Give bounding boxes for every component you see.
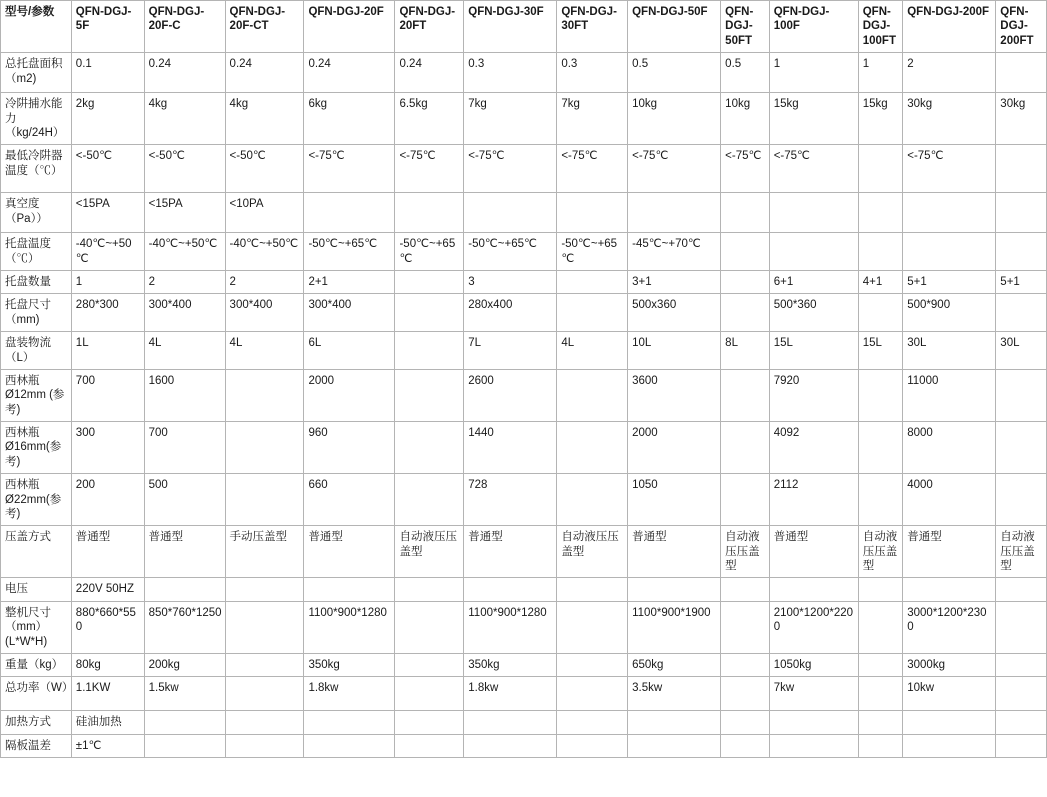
cell: 0.5	[628, 53, 721, 93]
cell: -45℃~+70℃	[628, 233, 721, 271]
cell: 30kg	[996, 93, 1047, 145]
cell: 2000	[628, 422, 721, 474]
cell: 280x400	[464, 294, 557, 332]
cell: 4kg	[225, 93, 304, 145]
cell: -50℃~+65℃	[304, 233, 395, 271]
table-row	[1, 601, 1047, 653]
cell: 1100*900*1280	[464, 601, 557, 653]
table-row	[1, 578, 1047, 601]
row-header-total-power: 总功率（W）	[1, 677, 72, 711]
cell	[144, 734, 225, 757]
cell: 2100*1200*2200	[769, 601, 858, 653]
cell	[395, 711, 464, 734]
column-header-model-8: QFN-DGJ-50F	[628, 1, 721, 53]
cell	[858, 193, 903, 233]
cell	[144, 711, 225, 734]
cell	[304, 578, 395, 601]
cell: 7920	[769, 369, 858, 421]
cell	[464, 711, 557, 734]
cell	[225, 578, 304, 601]
table-row	[1, 653, 1047, 676]
cell: 自动液压压盖型	[557, 526, 628, 578]
cell	[996, 145, 1047, 193]
cell	[395, 271, 464, 294]
cell: 4+1	[858, 271, 903, 294]
cell	[903, 734, 996, 757]
cell: 350kg	[304, 653, 395, 676]
cell	[395, 578, 464, 601]
column-header-model-7: QFN-DGJ-30FT	[557, 1, 628, 53]
cell: 30kg	[903, 93, 996, 145]
cell	[769, 193, 858, 233]
cell: 7kg	[557, 93, 628, 145]
table-row	[1, 422, 1047, 474]
cell: 11000	[903, 369, 996, 421]
cell	[996, 677, 1047, 711]
cell	[858, 474, 903, 526]
cell	[557, 193, 628, 233]
cell: -40℃~+50℃	[144, 233, 225, 271]
cell	[996, 578, 1047, 601]
cell	[557, 711, 628, 734]
table-row	[1, 332, 1047, 370]
row-header-voltage: 电压	[1, 578, 72, 601]
cell	[628, 734, 721, 757]
row-header-vacuum-degree: 真空度（Pa））	[1, 193, 72, 233]
cell	[225, 711, 304, 734]
cell: 1440	[464, 422, 557, 474]
cell: 728	[464, 474, 557, 526]
cell	[903, 233, 996, 271]
cell	[996, 233, 1047, 271]
cell: 8L	[721, 332, 770, 370]
cell: 自动液压压盖型	[395, 526, 464, 578]
cell	[769, 711, 858, 734]
cell	[557, 677, 628, 711]
cell	[996, 601, 1047, 653]
cell: 660	[304, 474, 395, 526]
cell	[395, 422, 464, 474]
cell: 3	[464, 271, 557, 294]
cell: 普通型	[144, 526, 225, 578]
cell: 4092	[769, 422, 858, 474]
column-header-model-5: QFN-DGJ-20FT	[395, 1, 464, 53]
cell	[996, 369, 1047, 421]
cell: -50℃~+65℃	[464, 233, 557, 271]
cell: 300	[71, 422, 144, 474]
cell	[858, 734, 903, 757]
cell: 6L	[304, 332, 395, 370]
cell: <-75℃	[903, 145, 996, 193]
cell	[304, 193, 395, 233]
cell: 10L	[628, 332, 721, 370]
cell	[225, 734, 304, 757]
cell	[769, 734, 858, 757]
cell: 500*360	[769, 294, 858, 332]
cell: 960	[304, 422, 395, 474]
cell	[304, 734, 395, 757]
cell: 1100*900*1280	[304, 601, 395, 653]
cell: 0.5	[721, 53, 770, 93]
row-header-vial-12mm: 西林瓶Ø12mm (参考)	[1, 369, 72, 421]
cell: 1	[71, 271, 144, 294]
row-header-shelf-temperature-difference: 隔板温差	[1, 734, 72, 757]
cell	[858, 653, 903, 676]
table-body	[1, 53, 1047, 758]
cell	[395, 193, 464, 233]
cell: 300*400	[304, 294, 395, 332]
cell	[903, 711, 996, 734]
cell: 700	[71, 369, 144, 421]
column-header-model-13: QFN-DGJ-200FT	[996, 1, 1047, 53]
cell	[225, 369, 304, 421]
cell: 220V 50HZ	[71, 578, 144, 601]
cell	[395, 653, 464, 676]
cell	[721, 653, 770, 676]
cell: 2kg	[71, 93, 144, 145]
cell: 普通型	[769, 526, 858, 578]
table-row	[1, 526, 1047, 578]
cell: <-75℃	[557, 145, 628, 193]
cell: 500	[144, 474, 225, 526]
column-header-model-11: QFN-DGJ-100FT	[858, 1, 903, 53]
row-header-weight: 重量（kg）	[1, 653, 72, 676]
cell: 7kg	[464, 93, 557, 145]
cell: 自动液压压盖型	[721, 526, 770, 578]
table-row	[1, 294, 1047, 332]
column-header-model-12: QFN-DGJ-200F	[903, 1, 996, 53]
cell: 200	[71, 474, 144, 526]
cell: 自动液压压盖型	[858, 526, 903, 578]
cell: 3600	[628, 369, 721, 421]
cell: 0.24	[225, 53, 304, 93]
cell: 0.3	[557, 53, 628, 93]
cell: 300*400	[225, 294, 304, 332]
table-header	[1, 1, 1047, 53]
cell	[996, 734, 1047, 757]
table-row	[1, 93, 1047, 145]
cell	[858, 422, 903, 474]
cell: 自动液压压盖型	[996, 526, 1047, 578]
cell: 0.24	[395, 53, 464, 93]
cell: 500x360	[628, 294, 721, 332]
cell	[144, 578, 225, 601]
row-header-heating-method: 加热方式	[1, 711, 72, 734]
cell: <15PA	[144, 193, 225, 233]
table-row	[1, 734, 1047, 757]
cell: 1600	[144, 369, 225, 421]
row-header-capping-method: 压盖方式	[1, 526, 72, 578]
cell: <-50℃	[225, 145, 304, 193]
cell: <10PA	[225, 193, 304, 233]
cell: <-50℃	[71, 145, 144, 193]
cell: 200kg	[144, 653, 225, 676]
cell	[395, 294, 464, 332]
cell: 4L	[225, 332, 304, 370]
row-header-total-tray-area: 总托盘面积（m2)	[1, 53, 72, 93]
cell: -50℃~+65℃	[395, 233, 464, 271]
cell	[395, 677, 464, 711]
cell	[557, 601, 628, 653]
cell	[395, 474, 464, 526]
cell	[557, 271, 628, 294]
cell	[395, 332, 464, 370]
cell: <15PA	[71, 193, 144, 233]
cell	[858, 578, 903, 601]
cell: 普通型	[71, 526, 144, 578]
cell: 6kg	[304, 93, 395, 145]
cell: 6+1	[769, 271, 858, 294]
cell	[903, 193, 996, 233]
cell: 280*300	[71, 294, 144, 332]
cell: 1.5kw	[144, 677, 225, 711]
cell: -40℃~+50℃	[225, 233, 304, 271]
cell	[996, 294, 1047, 332]
cell: 300*400	[144, 294, 225, 332]
table-row	[1, 369, 1047, 421]
cell: <-50℃	[144, 145, 225, 193]
cell: 4000	[903, 474, 996, 526]
column-header-param: 型号/参数	[1, 1, 72, 53]
cell	[225, 653, 304, 676]
column-header-model-9: QFN-DGJ-50FT	[721, 1, 770, 53]
cell	[464, 193, 557, 233]
cell: 500*900	[903, 294, 996, 332]
row-header-vial-22mm: 西林瓶Ø22mm(参考)	[1, 474, 72, 526]
table-row	[1, 53, 1047, 93]
cell: 2+1	[304, 271, 395, 294]
cell	[225, 474, 304, 526]
row-header-water-capture-capacity: 冷阱捕水能力（kg/24H）	[1, 93, 72, 145]
cell	[721, 422, 770, 474]
table-row	[1, 193, 1047, 233]
cell	[557, 294, 628, 332]
cell: 30L	[903, 332, 996, 370]
cell	[996, 474, 1047, 526]
cell: 850*760*1250	[144, 601, 225, 653]
cell	[996, 53, 1047, 93]
cell	[769, 578, 858, 601]
row-header-machine-dimensions: 整机尺寸（mm）(L*W*H)	[1, 601, 72, 653]
row-header-tray-volume: 盘装物流（L）	[1, 332, 72, 370]
cell	[858, 677, 903, 711]
cell: 1050	[628, 474, 721, 526]
cell: 2000	[304, 369, 395, 421]
cell	[721, 474, 770, 526]
cell: 6.5kg	[395, 93, 464, 145]
cell: 7kw	[769, 677, 858, 711]
cell	[557, 734, 628, 757]
table-row	[1, 677, 1047, 711]
cell: 普通型	[903, 526, 996, 578]
cell: 350kg	[464, 653, 557, 676]
cell: 650kg	[628, 653, 721, 676]
cell: <-75℃	[769, 145, 858, 193]
column-header-model-10: QFN-DGJ-100F	[769, 1, 858, 53]
cell	[996, 711, 1047, 734]
cell	[721, 193, 770, 233]
row-header-tray-size: 托盘尺寸（mm)	[1, 294, 72, 332]
cell: 1	[769, 53, 858, 93]
cell: 1.8kw	[464, 677, 557, 711]
cell: <-75℃	[395, 145, 464, 193]
cell	[858, 711, 903, 734]
cell	[721, 271, 770, 294]
cell	[395, 369, 464, 421]
cell	[858, 369, 903, 421]
cell	[996, 653, 1047, 676]
cell: 7L	[464, 332, 557, 370]
cell: -40℃~+50℃	[71, 233, 144, 271]
cell: 普通型	[304, 526, 395, 578]
cell: 3.5kw	[628, 677, 721, 711]
cell: 4kg	[144, 93, 225, 145]
row-header-tray-temperature: 托盘温度（℃）	[1, 233, 72, 271]
cell	[557, 474, 628, 526]
cell: 硅油加热	[71, 711, 144, 734]
cell	[557, 422, 628, 474]
cell	[557, 578, 628, 601]
cell	[395, 734, 464, 757]
header-row	[1, 1, 1047, 53]
cell: 普通型	[464, 526, 557, 578]
cell: ±1℃	[71, 734, 144, 757]
column-header-model-3: QFN-DGJ-20F-CT	[225, 1, 304, 53]
cell	[304, 711, 395, 734]
cell: <-75℃	[304, 145, 395, 193]
cell	[557, 653, 628, 676]
cell	[903, 578, 996, 601]
cell: 2	[903, 53, 996, 93]
column-header-model-2: QFN-DGJ-20F-C	[144, 1, 225, 53]
cell	[557, 369, 628, 421]
cell	[721, 578, 770, 601]
cell	[858, 145, 903, 193]
table-row	[1, 474, 1047, 526]
cell: 3000kg	[903, 653, 996, 676]
cell: 1.8kw	[304, 677, 395, 711]
cell: 0.24	[304, 53, 395, 93]
cell: 700	[144, 422, 225, 474]
cell	[225, 677, 304, 711]
table-row	[1, 711, 1047, 734]
cell	[225, 422, 304, 474]
cell	[225, 601, 304, 653]
cell	[721, 711, 770, 734]
cell: 80kg	[71, 653, 144, 676]
cell	[996, 193, 1047, 233]
cell: 0.1	[71, 53, 144, 93]
cell: 1	[858, 53, 903, 93]
cell: 10kw	[903, 677, 996, 711]
cell: 手动压盖型	[225, 526, 304, 578]
cell: 10kg	[721, 93, 770, 145]
cell	[628, 193, 721, 233]
cell	[721, 677, 770, 711]
cell: 15L	[769, 332, 858, 370]
cell	[858, 233, 903, 271]
cell	[395, 601, 464, 653]
cell: 3000*1200*2300	[903, 601, 996, 653]
cell	[769, 233, 858, 271]
cell: 1050kg	[769, 653, 858, 676]
column-header-model-1: QFN-DGJ-5F	[71, 1, 144, 53]
row-header-vial-16mm: 西林瓶Ø16mm(参考)	[1, 422, 72, 474]
cell: 15kg	[769, 93, 858, 145]
cell: 15kg	[858, 93, 903, 145]
table-row	[1, 271, 1047, 294]
cell: 2	[225, 271, 304, 294]
cell: 4L	[144, 332, 225, 370]
cell: 8000	[903, 422, 996, 474]
row-header-tray-quantity: 托盘数量	[1, 271, 72, 294]
cell: 0.24	[144, 53, 225, 93]
cell: 3+1	[628, 271, 721, 294]
cell	[858, 601, 903, 653]
cell	[721, 734, 770, 757]
cell	[996, 422, 1047, 474]
cell	[721, 294, 770, 332]
cell: 5+1	[996, 271, 1047, 294]
column-header-model-4: QFN-DGJ-20F	[304, 1, 395, 53]
cell: 1L	[71, 332, 144, 370]
cell: -50℃~+65℃	[557, 233, 628, 271]
cell	[721, 233, 770, 271]
cell: 1.1KW	[71, 677, 144, 711]
row-header-min-trap-temperature: 最低冷阱器温度（℃）	[1, 145, 72, 193]
cell: 0.3	[464, 53, 557, 93]
cell	[721, 601, 770, 653]
cell	[628, 711, 721, 734]
cell: 2	[144, 271, 225, 294]
cell: <-75℃	[628, 145, 721, 193]
cell	[858, 294, 903, 332]
cell: 1100*900*1900	[628, 601, 721, 653]
table-row	[1, 233, 1047, 271]
cell: 5+1	[903, 271, 996, 294]
column-header-model-6: QFN-DGJ-30F	[464, 1, 557, 53]
cell	[628, 578, 721, 601]
cell: 10kg	[628, 93, 721, 145]
cell: 2112	[769, 474, 858, 526]
cell: 15L	[858, 332, 903, 370]
cell: <-75℃	[721, 145, 770, 193]
cell: 普通型	[628, 526, 721, 578]
cell	[464, 578, 557, 601]
cell: 4L	[557, 332, 628, 370]
table-row	[1, 145, 1047, 193]
cell: 2600	[464, 369, 557, 421]
cell	[464, 734, 557, 757]
cell: 30L	[996, 332, 1047, 370]
cell: <-75℃	[464, 145, 557, 193]
cell	[721, 369, 770, 421]
cell: 880*660*550	[71, 601, 144, 653]
